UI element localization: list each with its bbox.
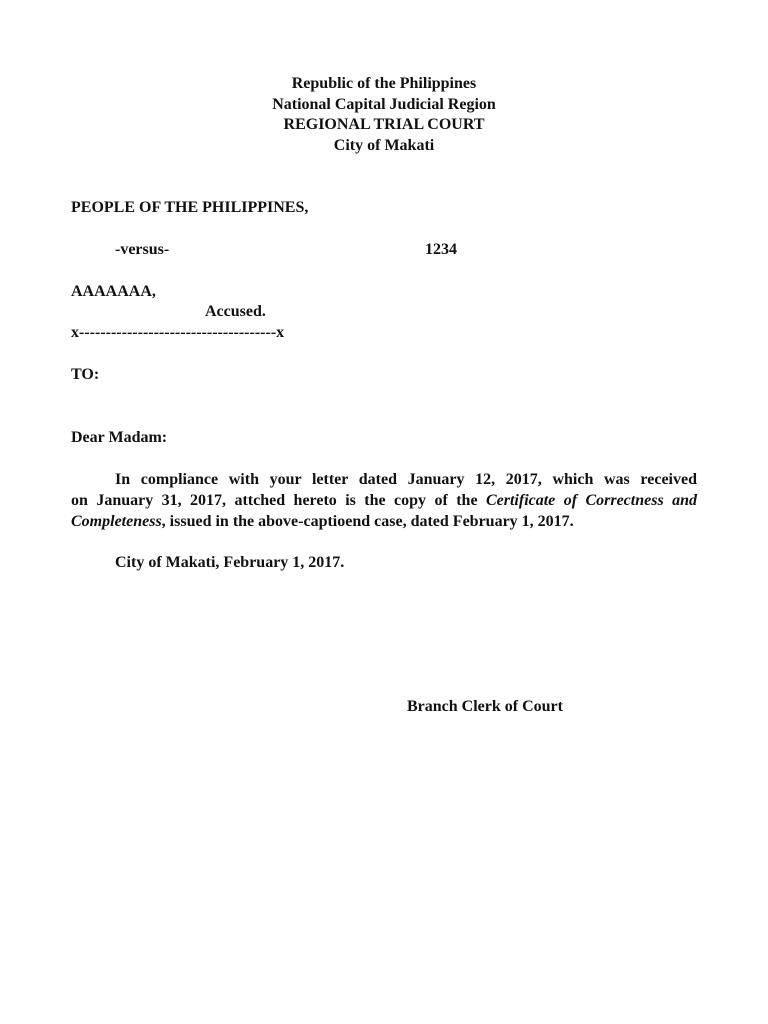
document-title-part-1: Certificate of Correctness and bbox=[485, 492, 697, 509]
addressee-label: TO: bbox=[71, 366, 100, 383]
caption-accused-name: AAAAAAA, bbox=[71, 283, 156, 300]
caption-accused-label: Accused. bbox=[205, 303, 266, 320]
caption-versus: -versus- bbox=[115, 241, 170, 258]
header-region: National Capital Judicial Region bbox=[272, 95, 496, 113]
body-line-3 bbox=[71, 511, 697, 532]
case-number: 1234 bbox=[425, 241, 457, 258]
header-city: City of Makati bbox=[333, 137, 435, 155]
header-court: REGIONAL TRIAL COURT bbox=[283, 116, 485, 134]
signatory-title: Branch Clerk of Court bbox=[407, 698, 563, 715]
caption-plaintiff: PEOPLE OF THE PHILIPPINES, bbox=[71, 199, 309, 216]
place-and-date: City of Makati, February 1, 2017. bbox=[115, 554, 345, 571]
body-line-1: In compliance with your letter dated January 12, 2017, which was received bbox=[115, 471, 697, 488]
court-header bbox=[0, 74, 768, 157]
caption-separator: x-------------------------------------x bbox=[71, 324, 285, 341]
salutation: Dear Madam: bbox=[71, 429, 168, 446]
header-republic: Republic of the Philippines bbox=[291, 75, 477, 92]
body-line-3-text: , issued in the above-captioend case, dated February 1, 2017. bbox=[161, 513, 574, 530]
body-paragraph bbox=[71, 469, 697, 532]
document-title-part-2: Completeness bbox=[71, 513, 162, 530]
body-line-2-text: on January 31, 2017, attched hereto is the copy of the bbox=[71, 492, 486, 509]
body-line-2 bbox=[71, 490, 697, 511]
